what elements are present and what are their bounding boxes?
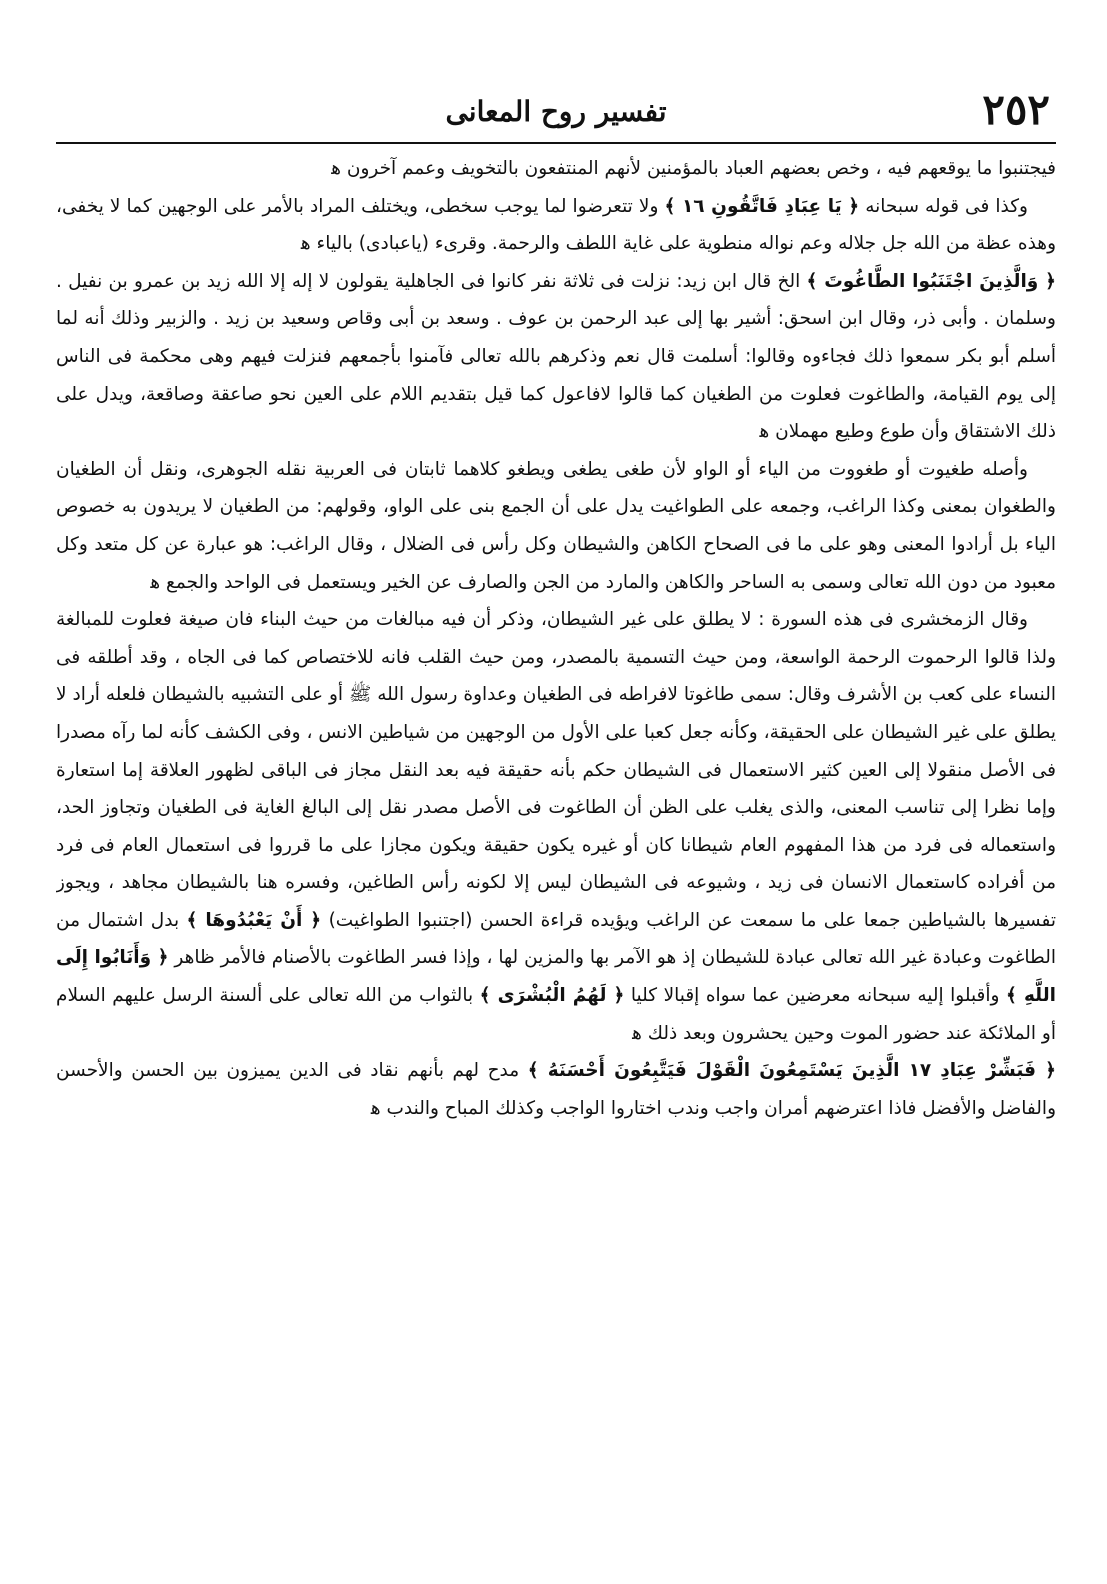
text-segment: فيجتنبوا ما يوقعهم فيه ، وخص بعضهم العباد بالمؤمنين لأنهم المنتفعون بالتخويف وعمم آخرون ﻫ	[331, 158, 1056, 179]
body-text	[56, 150, 1056, 1127]
text-segment: وأقبلوا إليه سبحانه معرضين عما سواه إقبالا كليا	[624, 985, 1000, 1007]
page-number: ٢٥٢	[982, 85, 1050, 134]
quran-verse: ﴿ فَبَشِّرْ عِبَادِ ١٧ الَّذِينَ يَسْتَمِعُونَ الْقَوْلَ فَيَتَّبِعُونَ أَحْسَنَهُ ﴾	[527, 1060, 1056, 1082]
text-segment: ولا تتعرضوا لما يوجب سخطى، ويختلف المراد بالأمر على الوجهين كما لا يخفى، وهذه عظة من الله جل جلاله وعم نواله منطوية على غاية اللطف والرحمة. وقرىء (ياعبادى) بالياء ﻫ	[56, 195, 1056, 255]
quran-verse: ﴿ لَهُمُ الْبُشْرَى ﴾	[479, 985, 625, 1007]
book-title: تفسير روح المعانى	[445, 95, 667, 128]
text-segment: بالثواب من الله تعالى على ألسنة الرسل عليهم السلام أو الملائكة عند حضور الموت وحين يحشرون وبعد ذلك ﻫ	[56, 985, 1056, 1044]
text-segment: الخ قال ابن زيد: نزلت فى ثلاثة نفر كانوا فى الجاهلية يقولون لا إله إلا الله زيد بن عمرو بن نفيل . وسلمان . وأبى ذر، وقال ابن اسحق: أشير بها إلى عبد الرحمن بن عوف . وسعد بن أبى وقاص وسعيد بن زيد . والزبير وذلك أنه لما أسلم أبو بكر سمعوا ذلك فجاءوه وقالوا: أسلمت قال نعم وذكرهم بالله تعالى فآمنوا بأجمعهم فنزلت فيهم وهى محكمة فى الناس إلى يوم القيامة، والطاغوت فعلوت من الطغيان كما قالوا لافاعول كما قيل بتقديم اللام على العين نحو صاعقة وصاقعة، ويدل على ذلك الاشتقاق وأن طوع وطيع مهملان ﻫ	[56, 270, 1056, 443]
quran-verse: ﴿ وَأَنَابُوا إِلَى اللَّهِ ﴾	[56, 947, 1056, 1007]
text-segment: وكذا فى قوله سبحانه	[859, 195, 1028, 217]
paragraph-5	[56, 601, 1056, 1052]
paragraph-1	[56, 150, 1056, 188]
text-segment: وقال الزمخشرى فى هذه السورة : لا يطلق على غير الشيطان، وذكر أن فيه مبالغات من حيث البناء فان صيغة فعلوت للمبالغة ولذا قالوا الرحموت الرحمة الواسعة، ومن حيث التسمية بالمصدر، ومن حيث القلب فانه للاختصاص كما فى الجاه ، وقد أطلقه فى النساء على كعب بن الأشرف وقال: سمى طاغوتا لافراطه فى الطغيان وعداوة رسول الله ﷺ أو على التشبيه بالشيطان فلعله أراد لا يطلق على غير الشيطان على الحقيقة، وكأنه جعل كعبا على الأول من الوجهين من شياطين الانس ، وفى الكشف كأنه لما رآه مصدرا فى الأصل منقولا إلى العين كثير الاستعمال فى الشيطان حكم بأنه حقيقة فيه بعد النقل مجاز فى الباقى لظهور العلاقة إما استعارة وإما نظرا إلى تناسب المعنى، والذى يغلب على الظن أن الطاغوت فى الأصل مصدر نقل إلى البالغ الغاية فى الطغيان وتجاوز الحد، واستعماله فى فرد من هذا المفهوم العام شيطانا كان أو غيره يكون حقيقة ويكون مجازا على ما قرروا فى استعمال العام فى فرد من أفراده كاستعمال الانسان فى زيد ، وشيوعه فى الشيطان ليس إلا لكونه رأس الطاغين، وفسره هنا بالشيطان مجاهد ، ويجوز تفسيرها بالشياطين جمعا على ما سمعت عن الراغب ويؤيده قراءة الحسن (اجتنبوا الطواغيت)	[56, 609, 1056, 931]
text-segment: مدح لهم بأنهم نقاد فى الدين يميزون بين الحسن والأحسن والفاضل والأفضل فاذا اعترضهم أمران واجب وندب اختاروا الواجب وكذلك المباح والندب ﻫ	[56, 1060, 1056, 1119]
quran-verse: ﴿ يَا عِبَادِ فَاتَّقُونِ ١٦ ﴾	[664, 195, 860, 217]
quran-verse: ﴿ وَالَّذِينَ اجْتَنَبُوا الطَّاغُوتَ ﴾	[806, 270, 1056, 292]
paragraph-4	[56, 451, 1056, 601]
paragraph-3	[56, 263, 1056, 451]
running-header	[56, 80, 1056, 144]
paragraph-2	[56, 188, 1056, 263]
paragraph-6	[56, 1052, 1056, 1127]
text-segment: بدل اشتمال من الطاغوت وعبادة غير الله تعالى عبادة للشيطان إذ هو الآمر بها والمزين لها ، وإذا فسر الطاغوت بالأصنام فالأمر ظاهر	[56, 909, 1056, 969]
book-page	[56, 80, 1056, 1530]
quran-verse: ﴿ أَنْ يَعْبُدُوهَا ﴾	[186, 909, 322, 931]
text-segment: وأصله طغيوت أو طغووت من الياء أو الواو لأن طغى يطغى ويطغو كلاهما ثابتان فى العربية نقله الجوهرى، ونقل أن الطغيان والطغوان بمعنى وكذا الراغب، وجمعه على الطواغيت يدل على أن الجمع بنى على الواو، وقولهم: من الطغيان لا يريدون به خصوص الياء بل أرادوا المعنى وهو على ما فى الصحاح الكاهن والشيطان وكل رأس فى الضلال ، وقال الراغب: هو عبارة عن كل متعد وكل معبود من دون الله تعالى وسمى به الساحر والكاهن والمارد من الجن والصارف عن الخير ويستعمل فى الواحد والجمع ﻫ	[56, 458, 1056, 593]
